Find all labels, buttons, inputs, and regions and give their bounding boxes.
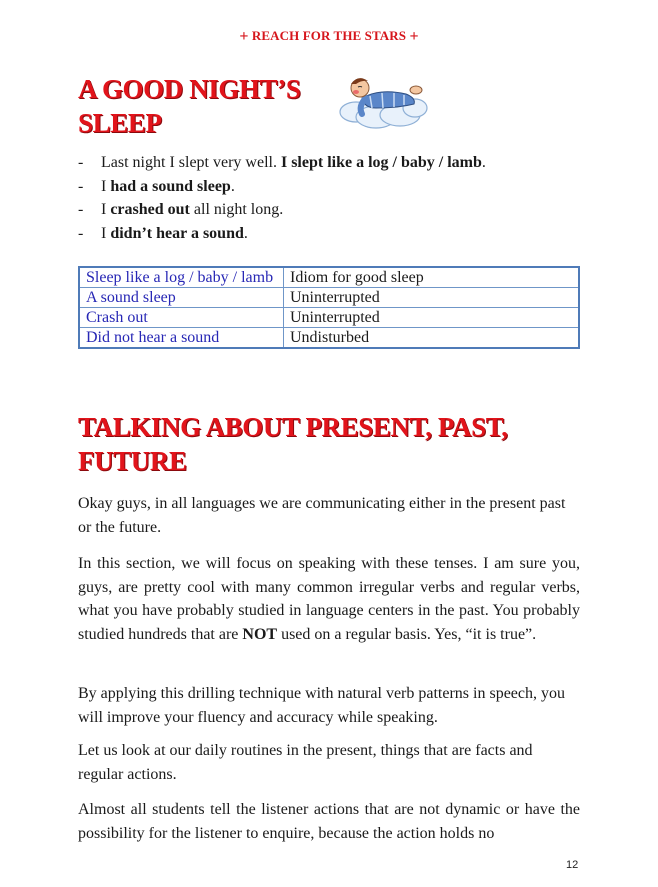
- page-number: 12: [566, 859, 579, 871]
- section-title-good-nights-sleep: [78, 72, 338, 140]
- title-line-2: SLEEP: [78, 108, 162, 138]
- table-row: [79, 328, 579, 349]
- table-row: [79, 267, 579, 288]
- list-item: - I crashed out all night long.: [78, 201, 284, 218]
- section-title-present-past-future: [78, 410, 598, 478]
- list-item: - Last night I slept very well. I slept like a log / baby / lamb.: [78, 154, 486, 171]
- title-line-2: FUTURE: [78, 446, 187, 476]
- meaning-cell: Uninterrupted: [284, 308, 580, 328]
- list-item: - I had a sound sleep.: [78, 177, 235, 195]
- plus-right: +: [409, 28, 419, 45]
- title-line-1: TALKING ABOUT PRESENT, PAST,: [78, 412, 508, 442]
- idiom-cell: Sleep like a log / baby / lamb: [79, 267, 284, 288]
- paragraph-students: Almost all students tell the listener actions that are not dynamic or have the possibility for the listener to enquire, because the action holds no: [78, 801, 580, 842]
- paragraph-routines: Let us look at our daily routines in the present, things that are facts and regular actions.: [78, 742, 533, 783]
- meaning-cell: Uninterrupted: [284, 288, 580, 308]
- table-row: [79, 288, 579, 308]
- meaning-cell: Undisturbed: [284, 328, 580, 349]
- idiom-cell: A sound sleep: [79, 288, 284, 308]
- plus-left: +: [239, 28, 249, 45]
- sleep-expressions-list: [78, 151, 486, 245]
- paragraph-drilling: By applying this drilling technique with natural verb patterns in speech, you will improve your fluency and accuracy while speaking.: [78, 685, 566, 726]
- list-item: - I didn’t hear a sound.: [78, 224, 248, 242]
- idiom-cell: Crash out: [79, 308, 284, 328]
- running-header-title: REACH FOR THE STARS: [251, 28, 407, 43]
- idiom-cell: Did not hear a sound: [79, 328, 284, 349]
- idiom-table: [78, 266, 580, 349]
- paragraph-focus: In this section, we will focus on speaking with these tenses. I am sure you, guys, are pretty cool with many common irregular verbs and regular verbs, what you have probably studied in language centers in the past. You probably studied hundreds that are NOT used on a regular basis. Yes, “it is true”.: [78, 555, 580, 643]
- sleeping-man-on-cloud-icon: [336, 68, 428, 130]
- meaning-cell: Idiom for good sleep: [284, 267, 580, 288]
- paragraph-intro: Okay guys, in all languages we are communicating either in the present past or the future.: [78, 495, 566, 536]
- running-header: [0, 28, 658, 46]
- title-line-1: A GOOD NIGHT’S: [78, 74, 301, 104]
- table-row: [79, 308, 579, 328]
